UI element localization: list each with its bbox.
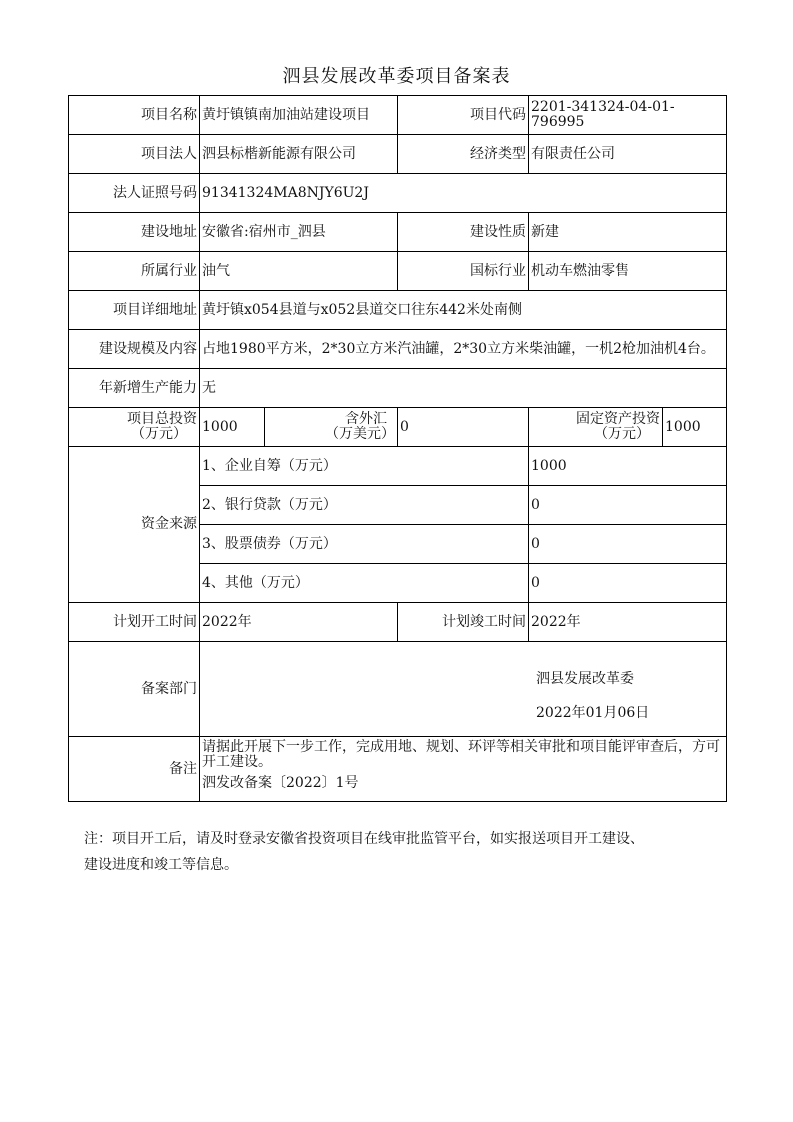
fixed-invest-label — [529, 408, 663, 447]
legal-person-value: 泗县标楷新能源有限公司 — [200, 135, 398, 174]
filing-dept-name: 泗县发展改革委 — [536, 671, 634, 687]
start-time-value: 2022年 — [200, 603, 398, 642]
funding-item-name: 4、其他（万元） — [200, 564, 529, 603]
fixed-invest-label-line2: （万元） — [594, 426, 650, 442]
national-industry-label: 国标行业 — [398, 252, 529, 291]
row-location — [69, 213, 727, 252]
economic-type-value: 有限责任公司 — [529, 135, 727, 174]
cert-no-label: 法人证照号码 — [69, 174, 200, 213]
remarks-doc-number: 泗发改备案〔2022〕1号 — [202, 775, 359, 791]
row-remarks — [69, 737, 727, 802]
row-legal-person — [69, 135, 727, 174]
finish-time-label: 计划竣工时间 — [398, 603, 529, 642]
scale-label: 建设规模及内容 — [69, 330, 200, 369]
fixed-invest-label-line1: 固定资产投资 — [576, 411, 660, 427]
remarks-cell — [200, 737, 727, 802]
funding-item-value: 0 — [529, 486, 727, 525]
funding-label: 资金来源 — [69, 447, 200, 603]
scale-value: 占地1980平方米，2*30立方米汽油罐，2*30立方米柴油罐，一机2枪加油机4台。 — [200, 330, 727, 369]
row-address — [69, 291, 727, 330]
industry-label: 所属行业 — [69, 252, 200, 291]
row-capacity — [69, 369, 727, 408]
total-invest-label-line1: 项目总投资 — [127, 411, 197, 427]
capacity-label: 年新增生产能力 — [69, 369, 200, 408]
fixed-invest-value: 1000 — [663, 408, 727, 447]
national-industry-value: 机动车燃油零售 — [529, 252, 727, 291]
forex-value: 0 — [398, 408, 529, 447]
address-value: 黄圩镇x054县道与x052县道交口往东442米处南侧 — [200, 291, 727, 330]
legal-person-label: 项目法人 — [69, 135, 200, 174]
row-schedule — [69, 603, 727, 642]
footnote — [84, 826, 734, 878]
project-name-label: 项目名称 — [69, 96, 200, 135]
total-invest-label — [69, 408, 200, 447]
funding-item-value: 1000 — [529, 447, 727, 486]
filing-date: 2022年01月06日 — [536, 705, 650, 721]
footnote-line-2: 建设进度和竣工等信息。 — [84, 857, 238, 873]
total-invest-value: 1000 — [200, 408, 265, 447]
funding-item-value: 0 — [529, 525, 727, 564]
project-code-label: 项目代码 — [398, 96, 529, 135]
funding-item-value: 0 — [529, 564, 727, 603]
row-project-name — [69, 96, 727, 135]
footnote-line-1: 注：项目开工后，请及时登录安徽省投资项目在线审批监管平台，如实报送项目开工建设、 — [84, 831, 644, 847]
remarks-label: 备注 — [69, 737, 200, 802]
economic-type-label: 经济类型 — [398, 135, 529, 174]
forex-label-line1: 含外汇 — [345, 411, 387, 427]
finish-time-value: 2022年 — [529, 603, 727, 642]
nature-label: 建设性质 — [398, 213, 529, 252]
row-investment — [69, 408, 727, 447]
forex-label-line2: （万美元） — [325, 426, 395, 442]
funding-item-name: 2、银行贷款（万元） — [200, 486, 529, 525]
address-label: 项目详细地址 — [69, 291, 200, 330]
location-label: 建设地址 — [69, 213, 200, 252]
row-filing-dept — [69, 642, 727, 737]
project-code-value: 2201-341324-04-01-796995 — [529, 96, 727, 135]
filing-dept-label: 备案部门 — [69, 642, 200, 737]
start-time-label: 计划开工时间 — [69, 603, 200, 642]
nature-value: 新建 — [529, 213, 727, 252]
form-title: 泗县发展改革委项目备案表 — [282, 66, 511, 87]
filing-form-table — [68, 95, 727, 802]
total-invest-label-line2: （万元） — [131, 426, 187, 442]
location-value: 安徽省:宿州市_泗县 — [200, 213, 398, 252]
capacity-value: 无 — [200, 369, 727, 408]
funding-item-name: 3、股票债券（万元） — [200, 525, 529, 564]
remarks-text: 请据此开展下一步工作，完成用地、规划、环评等相关审批和项目能评审查后，方可开工建设。 — [202, 739, 720, 770]
filing-dept-cell — [200, 642, 727, 737]
row-cert-no — [69, 174, 727, 213]
row-funding-1 — [69, 447, 727, 486]
cert-no-value: 91341324MA8NJY6U2J — [200, 174, 727, 213]
project-name-value: 黄圩镇镇南加油站建设项目 — [200, 96, 398, 135]
row-industry — [69, 252, 727, 291]
row-scale — [69, 330, 727, 369]
funding-item-name: 1、企业自筹（万元） — [200, 447, 529, 486]
industry-value: 油气 — [200, 252, 398, 291]
forex-label — [265, 408, 398, 447]
